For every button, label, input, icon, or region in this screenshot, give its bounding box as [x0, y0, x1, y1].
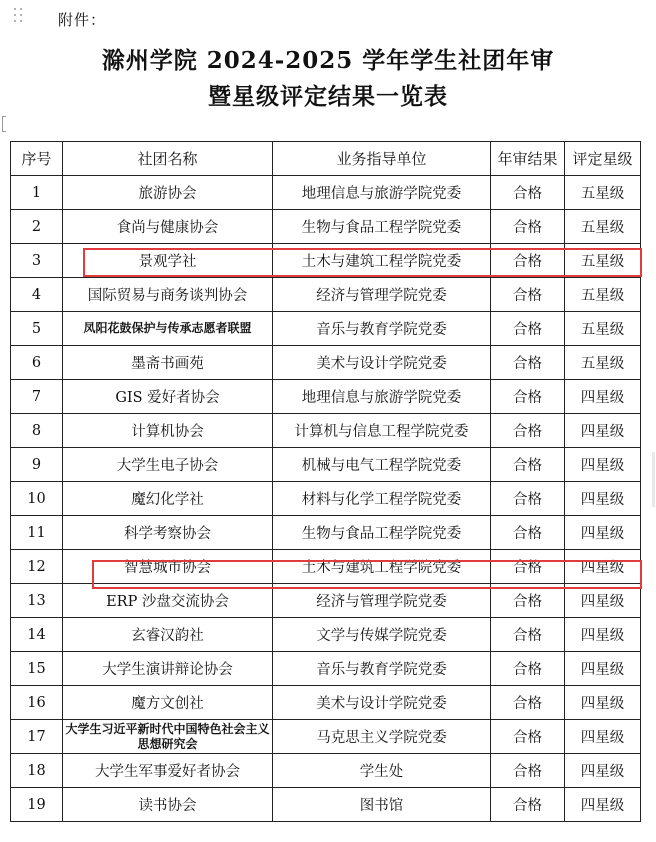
table-cell: 四星级 — [565, 788, 641, 822]
table-cell: 凤阳花鼓保护与传承志愿者联盟 — [63, 312, 273, 346]
table-cell: 五星级 — [565, 176, 641, 210]
table-cell: 合格 — [491, 584, 565, 618]
table-cell: 美术与设计学院党委 — [273, 346, 491, 380]
table-cell: 合格 — [491, 618, 565, 652]
table-row — [11, 176, 641, 210]
table-cell: 墨斋书画苑 — [63, 346, 273, 380]
table-cell: 四星级 — [565, 686, 641, 720]
header-cell: 序号 — [11, 142, 63, 176]
table-cell: 合格 — [491, 652, 565, 686]
table-cell: 土木与建筑工程学院党委 — [273, 244, 491, 278]
table-cell: 8 — [11, 414, 63, 448]
table-cell: 地理信息与旅游学院党委 — [273, 176, 491, 210]
table-cell: 五星级 — [565, 312, 641, 346]
table-cell: 合格 — [491, 720, 565, 754]
table-cell: 大学生军事爱好者协会 — [63, 754, 273, 788]
table-cell: 7 — [11, 380, 63, 414]
table-cell: 音乐与教育学院党委 — [273, 652, 491, 686]
header-cell: 评定星级 — [565, 142, 641, 176]
table-cell: 国际贸易与商务谈判协会 — [63, 278, 273, 312]
paragraph-marker-icon — [2, 116, 6, 132]
table-cell: 材料与化学工程学院党委 — [273, 482, 491, 516]
table-row — [11, 414, 641, 448]
table-row — [11, 346, 641, 380]
table-cell: GIS 爱好者协会 — [63, 380, 273, 414]
table-cell: 文学与传媒学院党委 — [273, 618, 491, 652]
header-cell: 业务指导单位 — [273, 142, 491, 176]
scrollbar-edge[interactable] — [652, 452, 655, 507]
table-cell: 大学生电子协会 — [63, 448, 273, 482]
table-cell: 四星级 — [565, 720, 641, 754]
table-cell: 读书协会 — [63, 788, 273, 822]
table-cell: 生物与食品工程学院党委 — [273, 516, 491, 550]
table-cell: 四星级 — [565, 380, 641, 414]
table-cell: 3 — [11, 244, 63, 278]
table-row — [11, 244, 641, 278]
table-cell: 四星级 — [565, 754, 641, 788]
table-cell: 四星级 — [565, 482, 641, 516]
table-cell: 18 — [11, 754, 63, 788]
table-cell: 合格 — [491, 414, 565, 448]
header-cell: 社团名称 — [63, 142, 273, 176]
table-cell: 合格 — [491, 754, 565, 788]
table-cell: 17 — [11, 720, 63, 754]
table-cell: 合格 — [491, 312, 565, 346]
table-cell: 合格 — [491, 550, 565, 584]
table-cell: 魔幻化学社 — [63, 482, 273, 516]
table-cell: 学生处 — [273, 754, 491, 788]
table-cell: 四星级 — [565, 618, 641, 652]
table-cell: 四星级 — [565, 516, 641, 550]
table-cell: 大学生演讲辩论协会 — [63, 652, 273, 686]
table-row — [11, 788, 641, 822]
table-cell: 5 — [11, 312, 63, 346]
table-cell: 智慧城市协会 — [63, 550, 273, 584]
document-title-line1: 滁州学院 2024-2025 学年学生社团年审 — [101, 47, 555, 74]
table-row — [11, 584, 641, 618]
results-table — [10, 141, 641, 822]
table-cell: 景观学社 — [63, 244, 273, 278]
table-cell: 合格 — [491, 482, 565, 516]
table-row — [11, 754, 641, 788]
table-cell: 食尚与健康协会 — [63, 210, 273, 244]
table-cell: 四星级 — [565, 550, 641, 584]
table-row — [11, 618, 641, 652]
table-cell: 魔方文创社 — [63, 686, 273, 720]
table-cell: 合格 — [491, 380, 565, 414]
table-cell: 旅游协会 — [63, 176, 273, 210]
table-cell: 美术与设计学院党委 — [273, 686, 491, 720]
table-cell: 生物与食品工程学院党委 — [273, 210, 491, 244]
table-cell: 五星级 — [565, 244, 641, 278]
table-cell: ERP 沙盘交流协会 — [63, 584, 273, 618]
table-cell: 合格 — [491, 788, 565, 822]
table-cell: 合格 — [491, 346, 565, 380]
attachment-label: 附件： — [58, 11, 107, 29]
table-cell: 经济与管理学院党委 — [273, 584, 491, 618]
table-cell: 马克思主义学院党委 — [273, 720, 491, 754]
table-cell: 2 — [11, 210, 63, 244]
table-cell: 12 — [11, 550, 63, 584]
table-header-row — [11, 142, 641, 176]
table-cell: 图书馆 — [273, 788, 491, 822]
table-row — [11, 448, 641, 482]
table-cell: 计算机与信息工程学院党委 — [273, 414, 491, 448]
table-cell: 四星级 — [565, 584, 641, 618]
table-cell: 合格 — [491, 176, 565, 210]
table-cell: 19 — [11, 788, 63, 822]
table-row — [11, 550, 641, 584]
table-cell: 大学生习近平新时代中国特色社会主义思想研究会 — [63, 720, 273, 754]
drag-handle-icon[interactable] — [14, 8, 28, 26]
table-cell: 合格 — [491, 210, 565, 244]
table-cell: 合格 — [491, 516, 565, 550]
table-cell: 五星级 — [565, 346, 641, 380]
table-cell: 计算机协会 — [63, 414, 273, 448]
table-cell: 14 — [11, 618, 63, 652]
table-cell: 1 — [11, 176, 63, 210]
table-row — [11, 686, 641, 720]
table-row — [11, 720, 641, 754]
table-cell: 9 — [11, 448, 63, 482]
table-cell: 经济与管理学院党委 — [273, 278, 491, 312]
table-row — [11, 278, 641, 312]
table-cell: 音乐与教育学院党委 — [273, 312, 491, 346]
table-cell: 13 — [11, 584, 63, 618]
table-cell: 15 — [11, 652, 63, 686]
table-cell: 玄睿汉韵社 — [63, 618, 273, 652]
table-cell: 合格 — [491, 686, 565, 720]
table-cell: 4 — [11, 278, 63, 312]
table-cell: 10 — [11, 482, 63, 516]
table-row — [11, 312, 641, 346]
table-cell: 四星级 — [565, 652, 641, 686]
table-cell: 合格 — [491, 278, 565, 312]
table-cell: 11 — [11, 516, 63, 550]
table-cell: 合格 — [491, 244, 565, 278]
table-cell: 四星级 — [565, 414, 641, 448]
table-cell: 地理信息与旅游学院党委 — [273, 380, 491, 414]
table-row — [11, 516, 641, 550]
table-cell: 6 — [11, 346, 63, 380]
table-cell: 五星级 — [565, 278, 641, 312]
table-cell: 16 — [11, 686, 63, 720]
table-row — [11, 210, 641, 244]
header-cell: 年审结果 — [491, 142, 565, 176]
table-cell: 土木与建筑工程学院党委 — [273, 550, 491, 584]
table-cell: 五星级 — [565, 210, 641, 244]
document-title-line2: 暨星级评定结果一览表 — [208, 83, 448, 110]
table-cell: 合格 — [491, 448, 565, 482]
table-row — [11, 652, 641, 686]
table-row — [11, 380, 641, 414]
table-cell: 科学考察协会 — [63, 516, 273, 550]
table-cell: 四星级 — [565, 448, 641, 482]
table-row — [11, 482, 641, 516]
table-cell: 机械与电气工程学院党委 — [273, 448, 491, 482]
